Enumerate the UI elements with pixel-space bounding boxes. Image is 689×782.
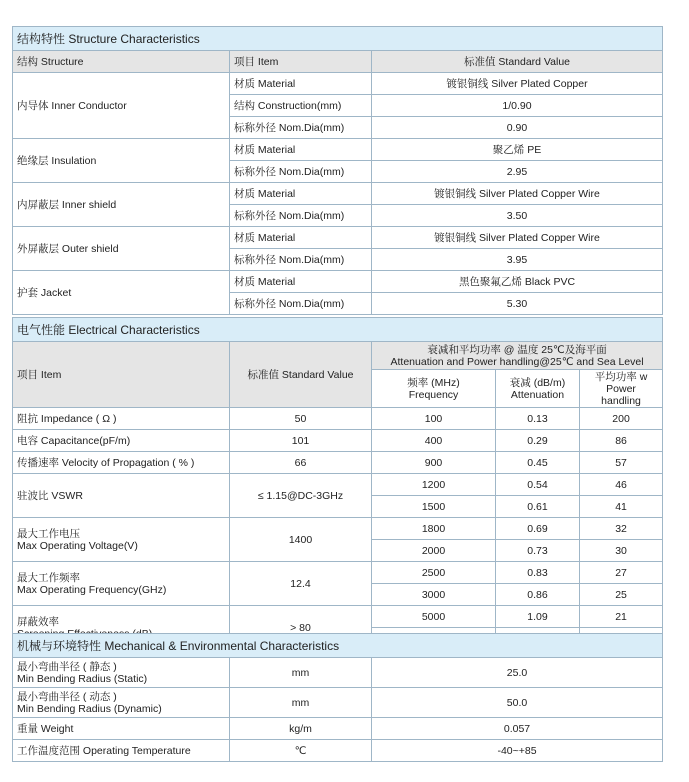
attenuation-cell: 0.83 [496,562,580,584]
electrical-item-header: 项目 Item [13,342,230,408]
attenuation-cell: 1.09 [496,606,580,628]
label-line: 阻抗 Impedance ( Ω ) [17,412,117,425]
label-line: 传播速率 Velocity of Propagation ( % ) [17,456,195,469]
parameter-value: ≤ 1.15@DC-3GHz [230,474,372,518]
electrical-row [13,430,663,452]
attenuation-cell: 0.86 [496,584,580,606]
mechanical-row [13,740,663,762]
value-cell: 3.95 [372,249,663,271]
item-cell: 标称外径 Nom.Dia(mm) [230,117,372,139]
parameter-value: > 80 [230,606,372,650]
power-cell: 27 [580,562,663,584]
label-line: Min Bending Radius (Dynamic) [17,702,162,715]
component-name: 外屏蔽层 Outer shield [13,227,230,271]
electrical-row [13,474,663,496]
parameter-value: 12.4 [230,562,372,606]
mechanical-value: -40~+85 [372,740,663,762]
label-line: 电容 Capacitance(pF/m) [17,434,131,447]
item-cell: 材质 Material [230,227,372,249]
electrical-row [13,606,663,628]
value-cell: 镀银铜线 Silver Plated Copper Wire [372,227,663,249]
label-line: Min Bending Radius (Static) [17,672,148,685]
power-cell: 46 [580,474,663,496]
label-line: 工作温度范围 Operating Temperature [17,744,191,757]
electrical-row [13,562,663,584]
attenuation-cell: 0.45 [496,452,580,474]
label-line: 最小弯曲半径 ( 静态 ) [17,660,117,673]
frequency-cell: 900 [372,452,496,474]
value-col-header: 标准值 Standard Value [372,51,663,73]
component-name: 内屏蔽层 Inner shield [13,183,230,227]
power-cell: 32 [580,518,663,540]
component-name: 护套 Jacket [13,271,230,315]
parameter-name [13,452,230,474]
value-cell: 镀银铜线 Silver Plated Copper Wire [372,183,663,205]
label-line: 屏蔽效率 [17,615,59,628]
attenuation-header [372,342,663,370]
value-cell: 3.50 [372,205,663,227]
structure-row [13,73,663,95]
mechanical-unit: mm [230,658,372,688]
label-line: 最大工作频率 [17,571,80,584]
structure-row [13,139,663,161]
value-cell: 黑色聚氟乙烯 Black PVC [372,271,663,293]
power-cell: 21 [580,606,663,628]
structure-row [13,271,663,293]
frequency-cell: 1200 [372,474,496,496]
label-line: 驻波比 VSWR [17,489,83,502]
mechanical-param-name [13,688,230,718]
item-cell: 材质 Material [230,139,372,161]
parameter-name [13,430,230,452]
item-cell: 结构 Construction(mm) [230,95,372,117]
value-cell: 聚乙烯 PE [372,139,663,161]
mechanical-row [13,658,663,688]
mechanical-value: 0.057 [372,718,663,740]
structure-table [12,26,663,315]
mechanical-param-name [13,740,230,762]
mechanical-unit: mm [230,688,372,718]
power-cell: 57 [580,452,663,474]
parameter-name [13,518,230,562]
attenuation-cell: 0.69 [496,518,580,540]
attenuation-cell: 0.13 [496,408,580,430]
electrical-row [13,518,663,540]
frequency-cell: 100 [372,408,496,430]
power-cell: 200 [580,408,663,430]
component-name: 内导体 Inner Conductor [13,73,230,139]
parameter-value: 50 [230,408,372,430]
attenuation-header-line: Attenuation [510,388,565,401]
item-cell: 标称外径 Nom.Dia(mm) [230,205,372,227]
frequency-header-line: 频率 (MHz) [407,376,460,389]
power-cell: 30 [580,540,663,562]
mechanical-table [12,633,663,762]
power-header [580,370,663,408]
power-cell: 41 [580,496,663,518]
electrical-row [13,452,663,474]
power-header-line: handling [601,394,641,407]
attenuation-cell: 0.73 [496,540,580,562]
frequency-header [372,370,496,408]
mechanical-section-title: 机械与环境特性 Mechanical & Environmental Characteristics [13,634,663,658]
frequency-cell: 1500 [372,496,496,518]
power-cell: 25 [580,584,663,606]
frequency-cell: 2000 [372,540,496,562]
mechanical-row [13,718,663,740]
frequency-cell: 3000 [372,584,496,606]
attenuation-col-header [496,370,580,408]
value-cell: 5.30 [372,293,663,315]
component-name: 绝缘层 Insulation [13,139,230,183]
item-cell: 材质 Material [230,271,372,293]
label-line: Max Operating Frequency(GHz) [17,583,167,596]
attenuation-header-en: Attenuation and Power handling@25℃ and Sea Level [390,355,644,368]
item-cell: 材质 Material [230,73,372,95]
mechanical-unit: kg/m [230,718,372,740]
attenuation-header-line: 衰减 (dB/m) [509,376,566,389]
attenuation-cell: 0.61 [496,496,580,518]
item-cell: 材质 Material [230,183,372,205]
electrical-table [12,317,663,650]
electrical-row [13,408,663,430]
value-cell: 1/0.90 [372,95,663,117]
mechanical-row [13,688,663,718]
attenuation-header-cn: 衰减和平均功率 @ 温度 25℃及海平面 [427,343,607,356]
label-line: 最大工作电压 [17,527,80,540]
parameter-name [13,408,230,430]
label-line: 最小弯曲半径 ( 动态 ) [17,690,117,703]
value-cell: 镀银铜线 Silver Plated Copper [372,73,663,95]
value-cell: 2.95 [372,161,663,183]
mechanical-value: 50.0 [372,688,663,718]
frequency-header-line: Frequency [408,388,459,401]
power-cell: 86 [580,430,663,452]
structure-col-header: 结构 Structure [13,51,230,73]
frequency-cell: 1800 [372,518,496,540]
parameter-name [13,562,230,606]
structure-section-title: 结构特性 Structure Characteristics [13,27,663,51]
parameter-value: 1400 [230,518,372,562]
power-header-line: 平均功率 w [594,370,648,383]
item-cell: 标称外径 Nom.Dia(mm) [230,161,372,183]
parameter-name [13,474,230,518]
item-cell: 标称外径 Nom.Dia(mm) [230,293,372,315]
item-cell: 标称外径 Nom.Dia(mm) [230,249,372,271]
parameter-value: 66 [230,452,372,474]
attenuation-cell: 0.54 [496,474,580,496]
mechanical-param-name [13,718,230,740]
mechanical-value: 25.0 [372,658,663,688]
frequency-cell: 2500 [372,562,496,584]
attenuation-cell: 0.29 [496,430,580,452]
mechanical-param-name [13,658,230,688]
label-line: 重量 Weight [17,722,74,735]
parameter-value: 101 [230,430,372,452]
value-cell: 0.90 [372,117,663,139]
frequency-cell: 400 [372,430,496,452]
structure-row [13,183,663,205]
label-line: Max Operating Voltage(V) [17,539,138,552]
electrical-section-title: 电气性能 Electrical Characteristics [13,318,663,342]
frequency-cell: 5000 [372,606,496,628]
electrical-std-header: 标准值 Standard Value [230,342,372,408]
mechanical-unit: ℃ [230,740,372,762]
power-header-line: Power [606,382,636,395]
item-col-header: 项目 Item [230,51,372,73]
structure-row [13,227,663,249]
